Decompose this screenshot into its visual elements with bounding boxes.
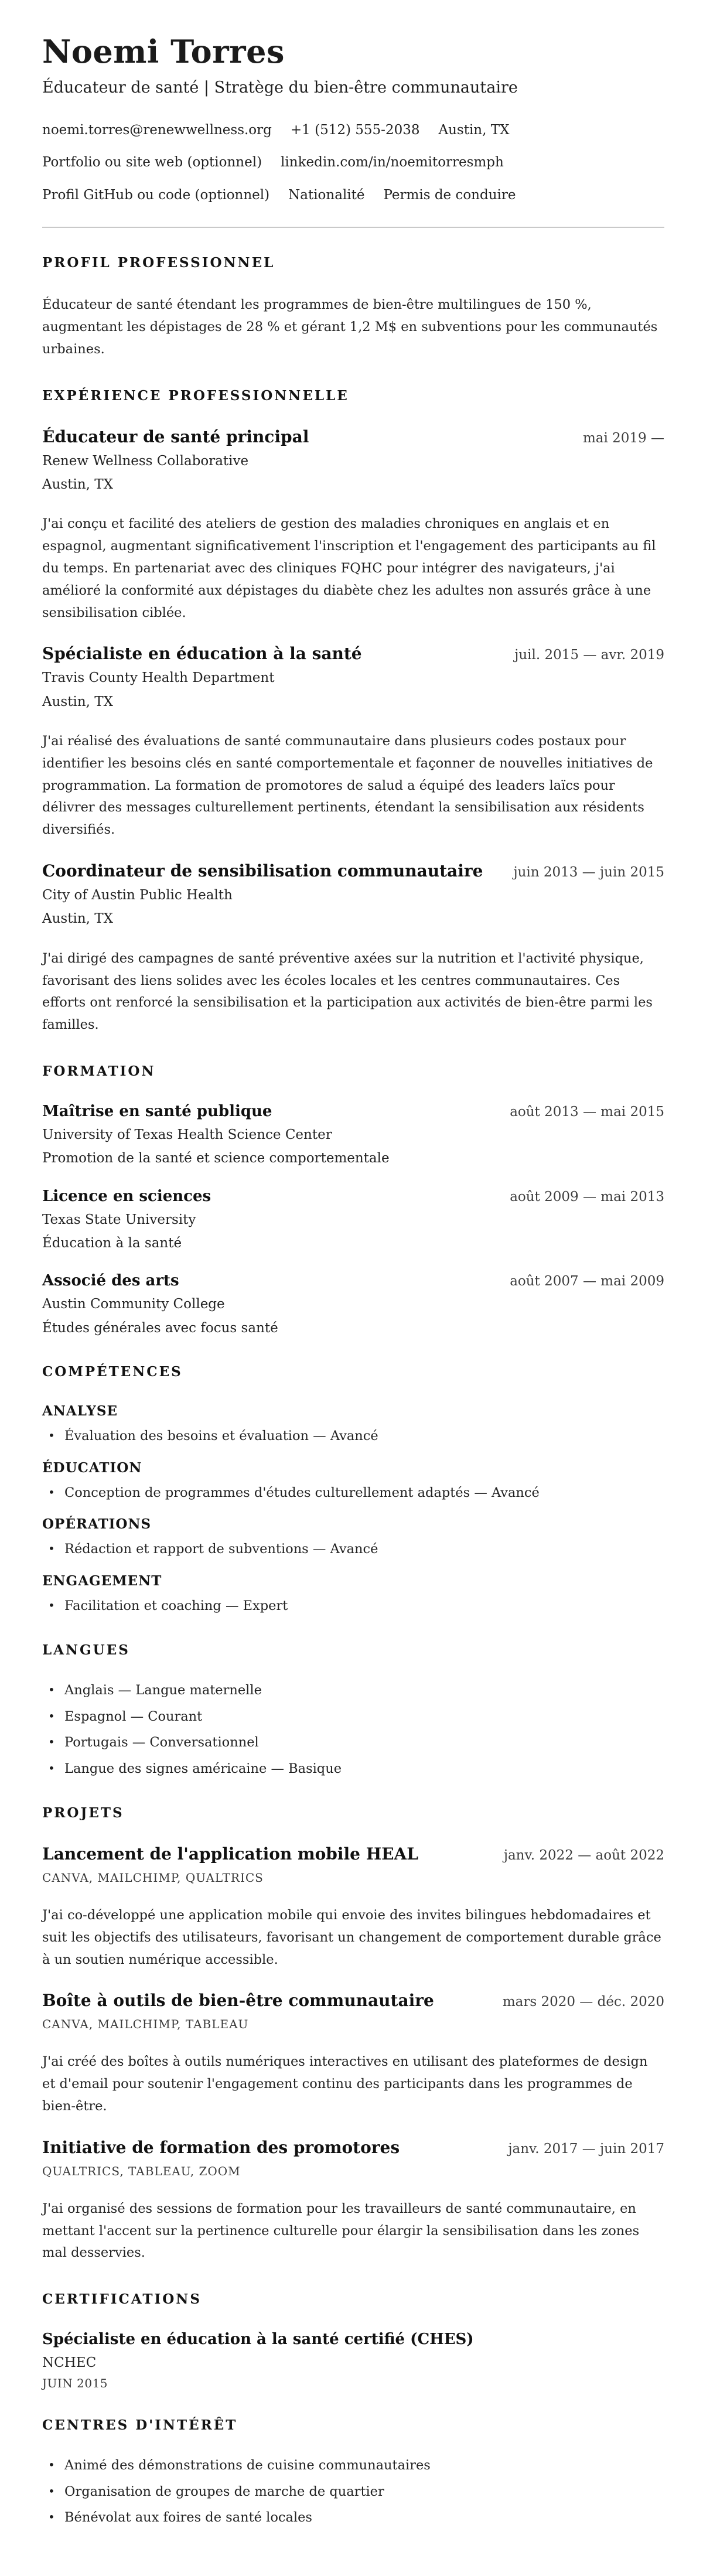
skill-category — [42, 1516, 664, 1559]
degree-dates: août 2009 — mai 2013 — [510, 1189, 664, 1205]
contact-phone: +1 (512) 555-2038 — [290, 122, 420, 138]
project-dates: janv. 2017 — juin 2017 — [508, 2141, 664, 2157]
degree-header — [42, 1188, 664, 1205]
degree-entry — [42, 1103, 664, 1168]
project-tools: CANVA, MAILCHIMP, TABLEAU — [42, 2017, 249, 2032]
contact-email: noemi.torres@renewwellness.org — [42, 122, 272, 138]
degree-title: Maîtrise en santé publique — [42, 1102, 272, 1120]
job-company: Renew Wellness Collaborative — [42, 453, 249, 469]
project-description: J'ai créé des boîtes à outils numériques interactives en utilisant des plateformes de design et d'email pour soutenir l'engagement continu des participants dans les programmes de bien-être. — [42, 2054, 648, 2114]
project-title: Boîte à outils de bien-être communautaire — [42, 1991, 434, 2011]
degree-field: Éducation à la santé — [42, 1236, 182, 1251]
skill-item: • Rédaction et rapport de subventions — Avancé — [42, 1540, 664, 1559]
resume-header — [42, 34, 664, 228]
section-skills — [42, 1364, 664, 1615]
skill-list — [42, 1484, 664, 1503]
degree-title: Licence en sciences — [42, 1187, 211, 1205]
degree-school: Austin Community College — [42, 1296, 225, 1312]
job-dates: juin 2013 — juin 2015 — [513, 865, 664, 881]
degree-school: University of Texas Health Science Center — [42, 1127, 332, 1142]
resume-document — [42, 34, 664, 2527]
project-entry — [42, 1844, 664, 1971]
project-header — [42, 1991, 664, 2010]
job-location: Austin, TX — [42, 911, 113, 927]
interests-heading: CENTRES D'INTÉRÊT — [42, 2417, 238, 2434]
section-experience — [42, 388, 664, 1036]
degree-entry — [42, 1188, 664, 1253]
contact-row-extra — [42, 187, 664, 204]
job-description: J'ai réalisé des évaluations de santé communautaire dans plusieurs codes postaux pour identifier les besoins clés en santé comportementale et façonner de nouvelles initiatives de programmation. La formation de promotores de salud a équipé des leaders laïcs pour délivrer des messages culturellement pertinents, étendant la sensibilisation aux résidents diversifiés. — [42, 733, 653, 838]
project-title: Initiative de formation des promotores — [42, 2137, 400, 2157]
job-title: Coordinateur de sensibilisation communautaire — [42, 861, 483, 881]
skill-list — [42, 1540, 664, 1559]
skill-category-name: ENGAGEMENT — [42, 1572, 162, 1589]
contact-nationality-placeholder: Nationalité — [288, 187, 365, 203]
contact-driving-license-placeholder: Permis de conduire — [383, 187, 516, 203]
candidate-headline: Éducateur de santé | Stratège du bien-être communautaire — [42, 79, 518, 97]
contact-location: Austin, TX — [438, 122, 510, 138]
projects-heading: PROJETS — [42, 1805, 124, 1821]
degree-dates: août 2007 — mai 2009 — [510, 1274, 664, 1289]
profile-heading: PROFIL PROFESSIONNEL — [42, 255, 275, 271]
job-company: Travis County Health Department — [42, 670, 275, 686]
job-entry — [42, 644, 664, 841]
project-title: Lancement de l'application mobile HEAL — [42, 1844, 418, 1864]
project-tools: QUALTRICS, TABLEAU, ZOOM — [42, 2164, 241, 2178]
experience-heading: EXPÉRIENCE PROFESSIONNELLE — [42, 387, 349, 404]
degree-dates: août 2013 — mai 2015 — [510, 1104, 664, 1120]
section-certifications — [42, 2291, 664, 2390]
candidate-name: Noemi Torres — [42, 33, 285, 70]
interest-item: • Organisation de groupes de marche de quartier — [42, 2483, 664, 2502]
education-heading: FORMATION — [42, 1063, 156, 1079]
job-description: J'ai conçu et facilité des ateliers de gestion des maladies chroniques en anglais et en espagnol, augmentant significativement l'inscription et l'engagement des participants au fil du temps. En partenariat avec des cliniques FQHC pour intégrer des navigateurs, j'ai amélioré la conformité aux dépistages du diabète chez les adultes non assurés grâce à une sensibilisation ciblée. — [42, 516, 656, 620]
contact-row-web — [42, 154, 664, 172]
interest-item: • Bénévolat aux foires de santé locales — [42, 2509, 664, 2527]
degree-field: Promotion de la santé et science comportementale — [42, 1151, 390, 1166]
project-header — [42, 2138, 664, 2157]
language-item: • Portugais — Conversationnel — [42, 1734, 664, 1752]
project-description: J'ai co-développé une application mobile qui envoie des invites bilingues hebdomadaires et suit les objectifs des utilisateurs, favorisant un changement de comportement durable grâce à un soutien numérique accessible. — [42, 1908, 661, 1967]
job-title: Spécialiste en éducation à la santé — [42, 644, 362, 664]
job-company: City of Austin Public Health — [42, 888, 233, 903]
skill-item: • Conception de programmes d'études culturellement adaptés — Avancé — [42, 1484, 664, 1503]
degree-field: Études générales avec focus santé — [42, 1320, 278, 1336]
skill-category-name: OPÉRATIONS — [42, 1516, 152, 1533]
job-entry — [42, 427, 664, 625]
certification-date: JUIN 2015 — [42, 2376, 108, 2391]
interest-list — [42, 2456, 664, 2527]
skill-category-name: ÉDUCATION — [42, 1459, 142, 1476]
job-location: Austin, TX — [42, 694, 113, 709]
job-location: Austin, TX — [42, 476, 113, 492]
skill-list — [42, 1597, 664, 1616]
certification-issuer: NCHEC — [42, 2355, 97, 2371]
contact-row-primary — [42, 122, 664, 139]
skill-category — [42, 1403, 664, 1446]
project-dates: mars 2020 — déc. 2020 — [502, 1994, 664, 2010]
certifications-heading: CERTIFICATIONS — [42, 2291, 202, 2308]
language-item: • Espagnol — Courant — [42, 1708, 664, 1727]
certification-entry — [42, 2331, 664, 2390]
degree-school: Texas State University — [42, 1212, 196, 1227]
skill-category-name: ANALYSE — [42, 1403, 118, 1420]
degree-entry — [42, 1272, 664, 1337]
skills-heading: COMPÉTENCES — [42, 1364, 183, 1380]
degree-header — [42, 1272, 664, 1289]
project-entry — [42, 1991, 664, 2117]
job-header — [42, 861, 664, 881]
header-divider — [42, 227, 664, 228]
job-dates: mai 2019 — — [582, 430, 664, 446]
languages-heading: LANGUES — [42, 1642, 130, 1659]
contact-github-placeholder: Profil GitHub ou code (optionnel) — [42, 187, 270, 203]
job-header — [42, 427, 664, 446]
degree-header — [42, 1103, 664, 1120]
job-description: J'ai dirigé des campagnes de santé préventive axées sur la nutrition et l'activité physique, favorisant des liens solides avec les écoles locales et les centres communautaires. Ces efforts ont renforcé la sensibilisation et la participation aux activités de bien-être parmi les familles. — [42, 950, 653, 1033]
project-tools: CANVA, MAILCHIMP, QUALTRICS — [42, 1871, 264, 1885]
job-dates: juil. 2015 — avr. 2019 — [514, 647, 664, 663]
skill-category — [42, 1460, 664, 1503]
contact-portfolio-placeholder: Portfolio ou site web (optionnel) — [42, 155, 262, 170]
degree-title: Associé des arts — [42, 1272, 179, 1290]
language-list — [42, 1681, 664, 1778]
section-languages — [42, 1642, 664, 1778]
project-dates: janv. 2022 — août 2022 — [503, 1848, 664, 1864]
job-header — [42, 644, 664, 663]
project-description: J'ai organisé des sessions de formation pour les travailleurs de santé communautaire, en mettant l'accent sur la pertinence culturelle pour élargir la sensibilisation dans les zones mal desservies. — [42, 2200, 640, 2261]
job-entry — [42, 861, 664, 1036]
section-education — [42, 1063, 664, 1337]
interest-item: • Animé des démonstrations de cuisine communautaires — [42, 2456, 664, 2475]
language-item: • Anglais — Langue maternelle — [42, 1681, 664, 1700]
section-profile — [42, 255, 664, 360]
certification-title: Spécialiste en éducation à la santé certifié (CHES) — [42, 2331, 474, 2349]
section-projects — [42, 1805, 664, 2264]
project-entry — [42, 2138, 664, 2264]
project-header — [42, 1844, 664, 1864]
skill-category — [42, 1573, 664, 1616]
job-title: Éducateur de santé principal — [42, 427, 309, 446]
language-item: • Langue des signes américaine — Basique — [42, 1760, 664, 1779]
skill-list — [42, 1427, 664, 1446]
skill-item: • Facilitation et coaching — Expert — [42, 1597, 664, 1616]
skill-item: • Évaluation des besoins et évaluation — Avancé — [42, 1427, 664, 1446]
section-interests — [42, 2417, 664, 2527]
contact-linkedin: linkedin.com/in/noemitorresmph — [281, 155, 504, 170]
profile-summary: Éducateur de santé étendant les programmes de bien-être multilingues de 150 %, augmentant les dépistages de 28 % et gérant 1,2 M$ en subventions pour les communautés urbaines. — [42, 297, 658, 357]
